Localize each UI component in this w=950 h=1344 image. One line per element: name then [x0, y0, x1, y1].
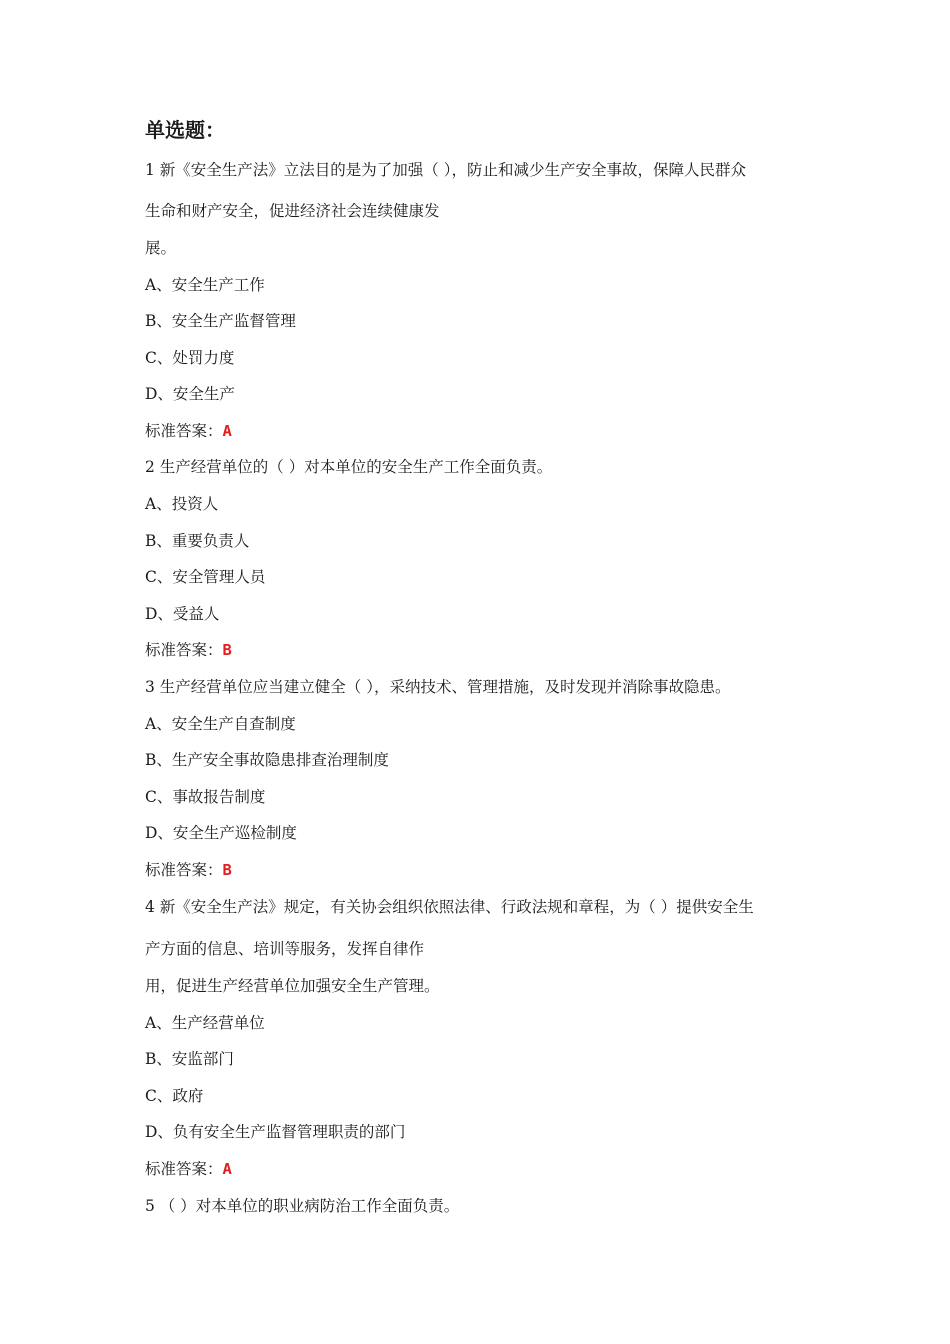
- answer-value: B: [222, 861, 232, 879]
- question-2-text-line-1: 2 生产经营单位的（ ）对本单位的安全生产工作全面负责。: [145, 458, 553, 476]
- question-1-text-line-1: 1 新《安全生产法》立法目的是为了加强（ ），防止和减少生产安全事故，保障人民群众: [145, 161, 746, 179]
- answer-value: A: [222, 1160, 232, 1178]
- question-4-option-d: D、负有安全生产监督管理职责的部门: [145, 1123, 406, 1141]
- answer-label: 标准答案：: [145, 861, 223, 879]
- question-1-option-b: B、安全生产监督管理: [145, 312, 296, 330]
- question-4-option-c: C、政府: [145, 1087, 204, 1105]
- question-5-text-line-1: 5 （ ）对本单位的职业病防治工作全面负责。: [145, 1197, 460, 1215]
- question-3-option-c: C、事故报告制度: [145, 788, 266, 806]
- question-2-answer: [145, 639, 232, 661]
- question-2-option-c: C、安全管理人员: [145, 568, 266, 586]
- question-1-option-d: D、安全生产: [145, 385, 235, 403]
- question-4-text-line-3: 用，促进生产经营单位加强安全生产管理。: [145, 977, 440, 995]
- question-2-option-d: D、受益人: [145, 605, 220, 623]
- answer-value: A: [222, 422, 232, 440]
- question-4-text-line-2: 产方面的信息、培训等服务，发挥自律作: [145, 940, 425, 958]
- question-1-text-line-3: 展。: [145, 239, 177, 257]
- question-3-option-d: D、安全生产巡检制度: [145, 824, 297, 842]
- question-4-option-b: B、安监部门: [145, 1050, 234, 1068]
- question-3-option-b: B、生产安全事故隐患排查治理制度: [145, 751, 389, 769]
- question-1-option-c: C、处罚力度: [145, 349, 235, 367]
- answer-label: 标准答案：: [145, 1160, 223, 1178]
- question-3-option-a: A、安全生产自查制度: [145, 715, 296, 733]
- question-2-option-a: A、投资人: [145, 495, 219, 513]
- answer-label: 标准答案：: [145, 422, 223, 440]
- question-4-answer: [145, 1158, 232, 1180]
- question-1-answer: [145, 420, 232, 442]
- question-1-option-a: A、安全生产工作: [145, 276, 265, 294]
- question-4-option-a: A、生产经营单位: [145, 1014, 265, 1032]
- answer-value: B: [222, 641, 232, 659]
- section-title: 单选题：: [145, 118, 225, 142]
- question-3-answer: [145, 859, 232, 881]
- question-1-text-line-2: 生命和财产安全，促进经济社会连续健康发: [145, 202, 440, 220]
- question-2-option-b: B、重要负责人: [145, 532, 250, 550]
- question-4-text-line-1: 4 新《安全生产法》规定，有关协会组织依照法律、行政法规和章程，为（ ）提供安全生: [145, 898, 754, 916]
- question-3-text-line-1: 3 生产经营单位应当建立健全（ ），采纳技术、管理措施，及时发现并消除事故隐患。: [145, 678, 731, 696]
- answer-label: 标准答案：: [145, 641, 223, 659]
